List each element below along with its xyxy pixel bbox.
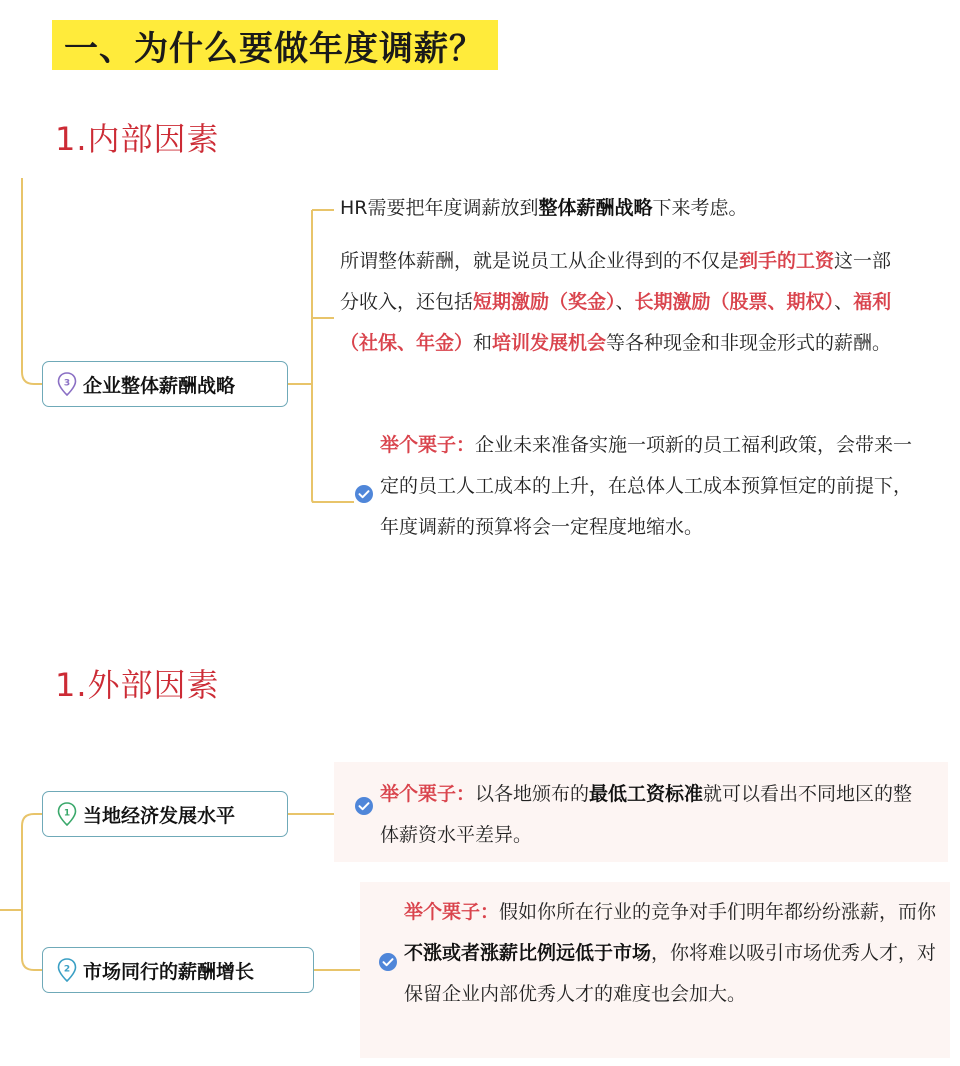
node-label: 市场同行的薪酬增长 (83, 960, 255, 983)
external-example-2: 举个栗子：假如你所在行业的竞争对手们明年都纷纷涨薪，而你不涨或者涨薪比例远低于市场，你将难以吸引市场优秀人才，对保留企业内部优秀人才的难度也会加大。 (404, 901, 937, 1005)
example-label: 举个栗子： (380, 434, 476, 456)
check-circle-icon (354, 796, 374, 816)
location-pin-icon (57, 372, 77, 396)
internal-example: 举个栗子：企业未来准备实施一项新的员工福利政策，会带来一定的员工人工成本的上升，在总体人工成本预算恒定的前提下，年度调薪的预算将会一定程度地缩水。 (380, 434, 913, 538)
internal-definition-paragraph: 所谓整体薪酬，就是说员工从企业得到的不仅是到手的工资这一部分收入，还包括短期激励（奖金）、长期激励（股票、期权）、福利（社保、年金）和培训发展机会等各种现金和非现金形式的薪酬。 (340, 250, 892, 354)
node-label: 企业整体薪酬战略 (83, 374, 236, 397)
example-label: 举个栗子： (404, 901, 500, 923)
node-enterprise-compensation-strategy[interactable] (42, 361, 288, 407)
node-market-peers[interactable] (42, 947, 314, 993)
external-example-1: 举个栗子：以各地颁布的最低工资标准就可以看出不同地区的整体薪资水平差异。 (380, 783, 913, 846)
example-label: 举个栗子： (380, 783, 476, 805)
check-circle-icon (378, 952, 398, 972)
internal-line1: HR需要把年度调薪放到整体薪酬战略下来考虑。 (340, 197, 748, 219)
location-pin-icon (57, 802, 77, 826)
node-number: 1 (63, 808, 71, 819)
page-title: 一、为什么要做年度调薪？ (52, 20, 498, 70)
location-pin-icon (57, 958, 77, 982)
internal-factors-heading: 1.内部因素 (55, 120, 220, 158)
check-circle-icon (354, 484, 374, 504)
node-label: 当地经济发展水平 (83, 804, 236, 827)
node-local-economy[interactable] (42, 791, 288, 837)
external-factors-heading: 1.外部因素 (55, 666, 220, 704)
node-number: 2 (63, 964, 71, 975)
node-number: 3 (63, 378, 71, 389)
